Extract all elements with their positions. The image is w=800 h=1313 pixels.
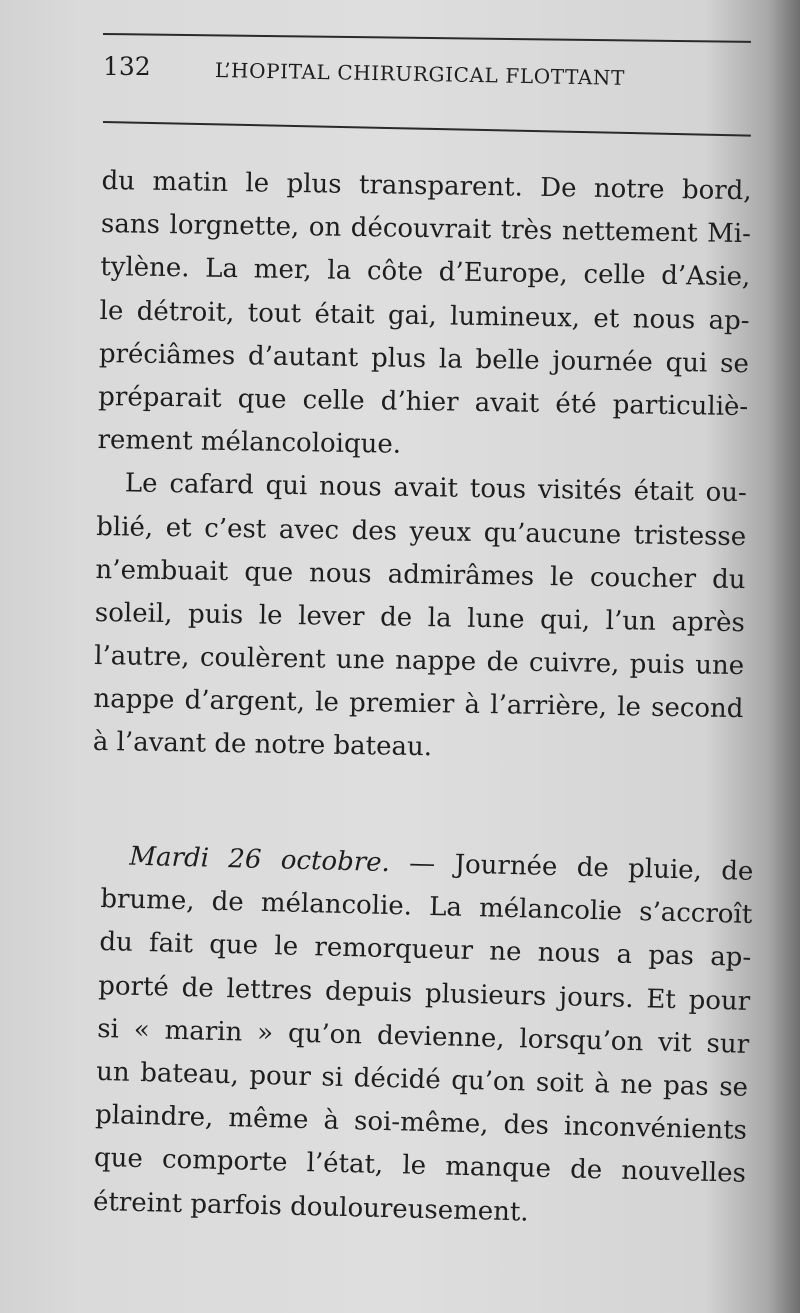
text-line: que comporte l’état, le manque de nouvelles bbox=[93, 1143, 747, 1190]
text-line: si « marin » qu’on devienne, lorsqu’on vit sur bbox=[96, 1013, 750, 1060]
paragraph-1 bbox=[97, 160, 752, 472]
running-title: L’HOPITAL CHIRURGICAL FLOTTANT bbox=[214, 58, 626, 90]
text-line: Le cafard qui nous avait tous visités était ou- bbox=[124, 468, 748, 509]
text-line: préparait que celle d’hier avait été particuliè- bbox=[98, 381, 749, 423]
text-line: rement mélancoloique. bbox=[97, 425, 402, 460]
text-line: brume, de mélancolie. La mélancolie s’accroît bbox=[100, 884, 753, 931]
header-top-rule bbox=[103, 33, 751, 43]
page-number: 132 bbox=[103, 52, 151, 81]
text-line: préciâmes d’autant plus la belle journée qui se bbox=[98, 338, 750, 379]
text-line: tylène. La mer, la côte d’Europe, celle d’Asie, bbox=[100, 252, 751, 293]
text-line: plaindre, même à soi-même, des inconvénients bbox=[94, 1100, 748, 1146]
text-line: soleil, puis le lever de la lune qui, l’un après bbox=[94, 597, 746, 639]
text-line: n’embuait que nous admirâmes le coucher du bbox=[95, 554, 746, 595]
text-line: du matin le plus transparent. De notre bord, bbox=[101, 165, 752, 207]
body-text-lower bbox=[93, 835, 754, 1240]
paragraph-2 bbox=[93, 462, 748, 774]
text-line: sans lorgnette, on découvrait très nettement Mi- bbox=[100, 209, 752, 250]
text-line: à l’avant de notre bateau. bbox=[92, 727, 433, 763]
text-line: un bateau, pour si décidé qu’on soit à ne pas se bbox=[95, 1056, 749, 1103]
text-line: l’autre, coulèrent une nappe de cuivre, puis une bbox=[93, 641, 745, 682]
text-line: nappe d’argent, le premier à l’arrière, le second bbox=[93, 684, 744, 725]
running-head bbox=[103, 50, 663, 90]
text-line: du fait que le remorqueur ne nous a pas ap- bbox=[99, 927, 752, 974]
text-line: étreint parfois douloureusement. bbox=[92, 1186, 530, 1228]
date-line-rest: — Journée de pluie, de bbox=[389, 848, 754, 887]
text-line: le détroit, tout était gai, lumineux, et nous ap- bbox=[99, 295, 750, 336]
text-line: blié, et c’est avec des yeux qu’aucune tristesse bbox=[96, 511, 747, 552]
date-heading: Mardi 26 octobre. bbox=[129, 841, 391, 879]
text-line: porté de lettres depuis plusieurs jours. Et pour bbox=[97, 970, 751, 1017]
header-bottom-rule bbox=[103, 121, 751, 137]
paragraph-3 bbox=[93, 835, 754, 1240]
body-text-upper bbox=[93, 160, 752, 775]
